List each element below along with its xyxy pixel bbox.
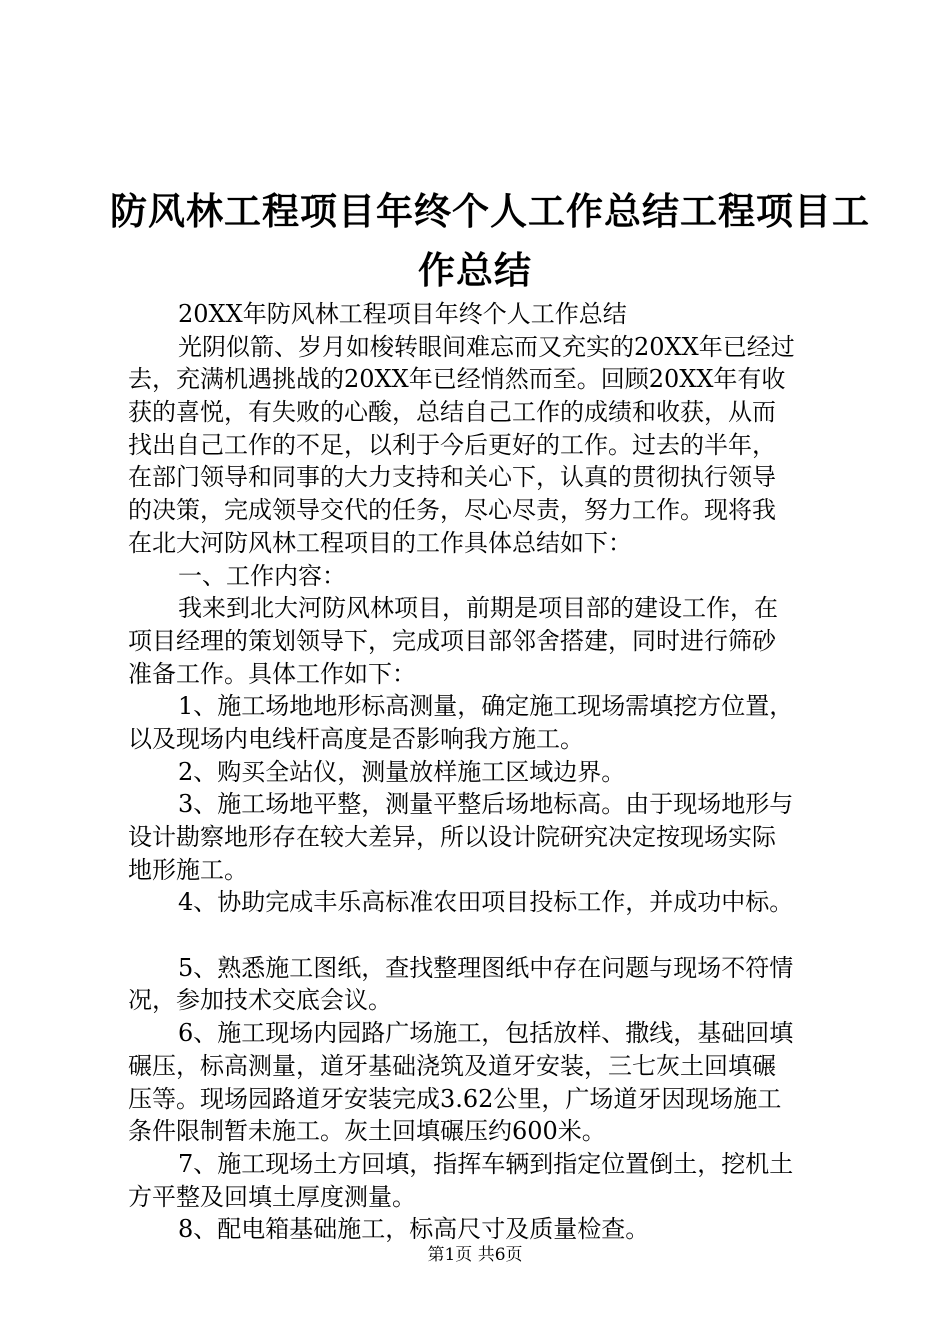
list-item: 4、协助完成丰乐高标准农田项目投标工作，并成功中标。 [178,888,794,917]
document-title-line-1: 防风林工程项目年终个人工作总结工程项目工 [110,189,870,233]
page-footer: 第1页 共6页 [427,1245,523,1265]
list-item: 3、施工场地平整，测量平整后场地标高。由于现场地形与 [178,790,794,819]
list-item: 2、购买全站仪，测量放样施工区域边界。 [178,757,626,786]
list-item-continuation: 设计勘察地形存在较大差异，所以设计院研究决定按现场实际 [128,823,776,851]
body-line: 准备工作。具体工作如下： [128,659,416,688]
body-line: 光阴似箭、岁月如梭转眼间难忘而又充实的20XX年已经过 [178,332,795,361]
list-item-continuation: 地形施工。 [128,855,248,884]
body-line: 获的喜悦，有失败的心酸，总结自己工作的成绩和收获，从而 [128,398,776,427]
list-item: 8、配电箱基础施工，标高尺寸及质量检查。 [178,1215,650,1244]
body-line: 20XX年防风林工程项目年终个人工作总结 [178,300,627,328]
list-item-continuation: 条件限制暂未施工。灰土回填碾压约600米。 [128,1117,606,1146]
section-heading: 一、工作内容： [178,561,346,590]
list-item-continuation: 以及现场内电线杆高度是否影响我方施工。 [128,724,584,753]
list-item-continuation: 方平整及回填土厚度测量。 [128,1182,416,1211]
body-line: 我来到北大河防风林项目，前期是项目部的建设工作，在 [178,594,778,623]
document-body [128,298,828,1246]
body-line: 在部门领导和同事的大力支持和关心下，认真的贯彻执行领导 [128,463,776,492]
body-line: 在北大河防风林工程项目的工作具体总结如下： [128,528,632,557]
document-title-line-2: 作总结 [418,248,532,292]
list-item-continuation: 碾压，标高测量，道牙基础浇筑及道牙安装，三七灰土回填碾 [128,1051,776,1080]
body-line: 的决策，完成领导交代的任务，尽心尽责，努力工作。现将我 [128,496,776,525]
blank-line [128,919,828,952]
list-item: 7、施工现场土方回填，指挥车辆到指定位置倒土，挖机土 [178,1149,794,1178]
list-item-continuation: 况，参加技术交底会议。 [128,986,392,1015]
list-item: 6、施工现场内园路广场施工，包括放样、撒线，基础回填 [178,1019,794,1048]
list-item: 5、熟悉施工图纸，查找整理图纸中存在问题与现场不符情 [178,953,794,982]
list-item: 1、施工场地地形标高测量，确定施工现场需填挖方位置， [178,692,794,721]
body-line: 项目经理的策划领导下，完成项目部邻舍搭建，同时进行筛砂 [128,626,776,655]
body-line: 去，充满机遇挑战的20XX年已经悄然而至。回顾20XX年有收 [128,365,786,394]
list-item-continuation: 压等。现场园路道牙安装完成3.62公里，广场道牙因现场施工 [128,1084,782,1113]
body-line: 找出自己工作的不足，以利于今后更好的工作。过去的半年， [128,430,776,459]
